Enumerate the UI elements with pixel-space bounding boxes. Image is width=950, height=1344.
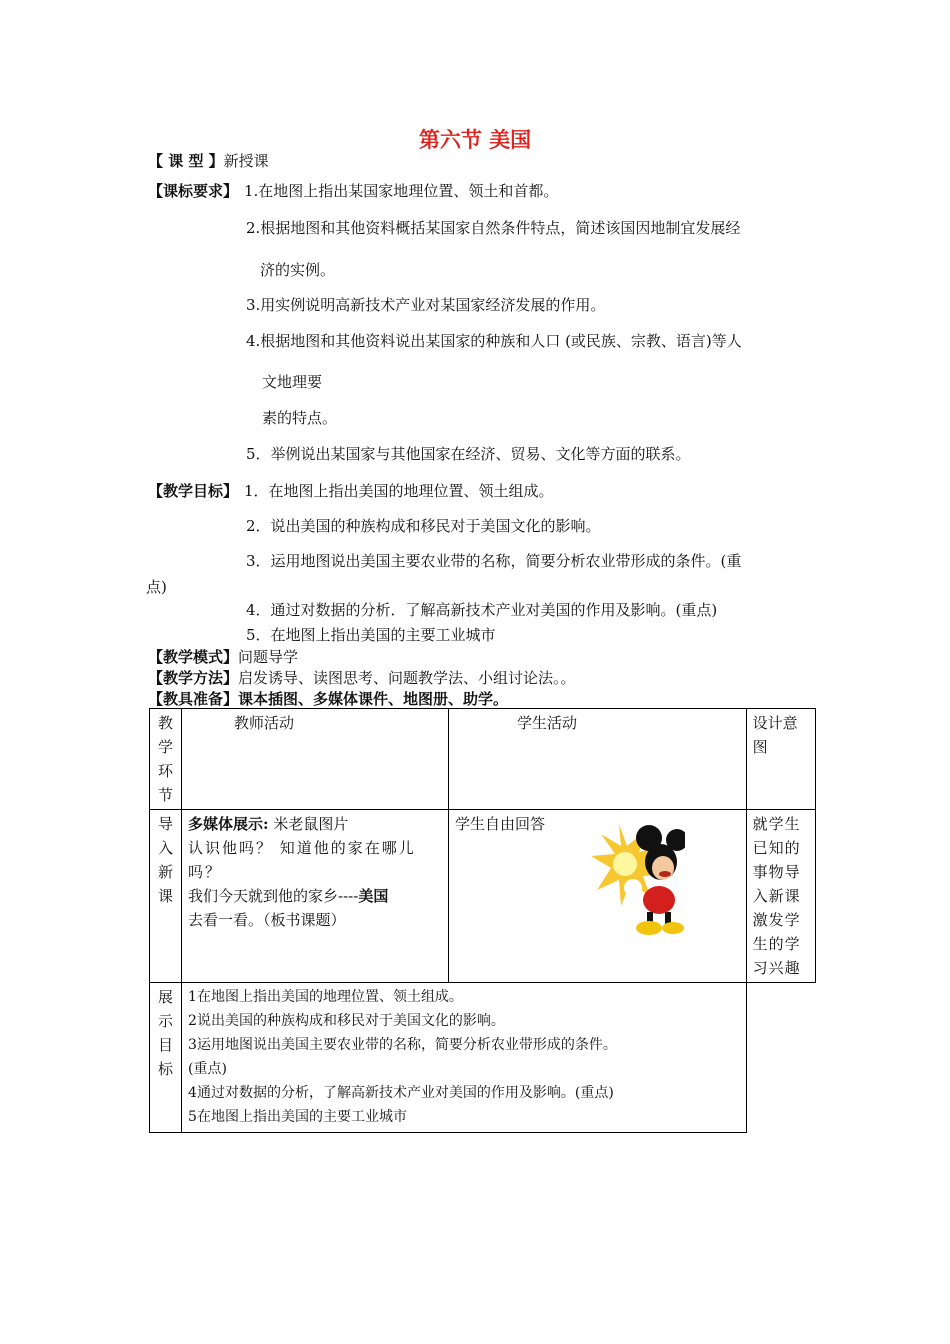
lesson-type-label: 【 课 型 】 bbox=[148, 152, 224, 170]
header-stage: 教学环节 bbox=[150, 709, 182, 810]
objective-line-1: 1．在地图上指出美国的地理位置、领土组成。 bbox=[244, 482, 554, 500]
lesson-type-row bbox=[148, 150, 269, 171]
objective-line-2: 2．说出美国的种族构成和移民对于美国文化的影响。 bbox=[246, 517, 601, 535]
multimedia-text: 米老鼠图片 bbox=[268, 815, 349, 833]
curriculum-line-4: 3.用实例说明高新技术产业对某国家经济发展的作用。 bbox=[246, 296, 606, 314]
header-student: 学生活动 bbox=[449, 709, 747, 810]
stage-intro: 导入新课 bbox=[150, 810, 182, 983]
lesson-plan-table bbox=[149, 708, 816, 1133]
materials-label: 【教具准备】 bbox=[148, 690, 239, 708]
curriculum-line-2: 2.根据地图和其他资料概括某国家自然条件特点，简述该国因地制宜发展经 bbox=[246, 219, 741, 237]
teacher-line-3 bbox=[188, 884, 442, 908]
student-activity-intro bbox=[449, 810, 747, 983]
objective-item: 1在地图上指出美国的地理位置、领土组成。 bbox=[188, 989, 463, 1005]
materials-value: 课本插图、多媒体课件、地图册、助学。 bbox=[238, 690, 509, 708]
mode-row bbox=[148, 646, 298, 667]
teacher-line-1 bbox=[188, 812, 442, 836]
objective-line-4: 4．通过对数据的分析．了解高新技术产业对美国的作用及影响。(重点) bbox=[246, 601, 718, 619]
lesson-type-value: 新授课 bbox=[223, 152, 269, 170]
curriculum-line-7: 素的特点。 bbox=[262, 409, 338, 427]
header-intent: 设计意图 bbox=[746, 709, 815, 810]
stage-objectives: 展示目标 bbox=[150, 983, 182, 1133]
objective-item: 2说出美国的种族构成和移民对于美国文化的影响。 bbox=[188, 1013, 505, 1029]
objective-line-3: 3．运用地图说出美国主要农业带的名称，简要分析农业带形成的条件。(重 bbox=[246, 552, 742, 570]
objective-item: 4通过对数据的分析，了解高新技术产业对美国的作用及影响。(重点) bbox=[188, 1085, 614, 1101]
mode-value: 问题导学 bbox=[238, 648, 299, 666]
table-row bbox=[150, 983, 816, 1133]
table-header-row bbox=[150, 709, 816, 810]
objective-item: (重点) bbox=[188, 1061, 227, 1077]
multimedia-label: 多媒体展示: bbox=[188, 815, 269, 833]
intent-intro: 就学生已知的事物导入新课激发学生的学习兴趣 bbox=[746, 810, 815, 983]
mickey-mouse-illustration bbox=[589, 816, 685, 940]
objectives-cell bbox=[182, 983, 747, 1133]
teacher-line-2: 认识他吗？ 知道他的家在哪儿吗？ bbox=[188, 839, 416, 881]
curriculum-line-6: 文地理要 bbox=[262, 373, 323, 391]
materials-row bbox=[148, 688, 508, 709]
student-answer: 学生自由回答 bbox=[455, 815, 546, 833]
method-row bbox=[148, 667, 576, 688]
curriculum-line-3: 济的实例。 bbox=[260, 261, 336, 279]
objective-item: 5在地图上指出美国的主要工业城市 bbox=[188, 1109, 407, 1125]
teacher-line-3-text: 我们今天就到他的家乡---- bbox=[188, 887, 359, 905]
curriculum-line-5: 4.根据地图和其他资料说出某国家的种族和人口 (或民族、宗教、语言)等人 bbox=[246, 332, 742, 350]
objective-line-5: 5．在地图上指出美国的主要工业城市 bbox=[246, 626, 496, 644]
curriculum-line-8: 5．举例说出某国家与其他国家在经济、贸易、文化等方面的联系。 bbox=[246, 445, 691, 463]
table-row bbox=[150, 810, 816, 983]
mode-label: 【教学模式】 bbox=[148, 648, 239, 666]
curriculum-label: 【课标要求】 bbox=[148, 182, 239, 200]
objectives-label: 【教学目标】 bbox=[148, 482, 239, 500]
objective-item: 3运用地图说出美国主要农业带的名称，简要分析农业带形成的条件。 bbox=[188, 1037, 617, 1053]
objective-line-3-cont: 点) bbox=[146, 578, 167, 596]
teacher-line-3-bold: 美国 bbox=[358, 887, 389, 905]
method-label: 【教学方法】 bbox=[148, 669, 239, 687]
intent-empty bbox=[746, 983, 815, 1133]
curriculum-line-1: 1.在地图上指出某国家地理位置、领土和首都。 bbox=[244, 182, 559, 200]
teacher-line-4: 去看一看。（板书课题） bbox=[188, 911, 346, 929]
header-teacher: 教师活动 bbox=[182, 709, 449, 810]
teacher-activity-intro bbox=[182, 810, 449, 983]
page-title: 第六节 美国 bbox=[418, 128, 532, 152]
method-value: 启发诱导、读图思考、问题教学法、小组讨论法。。 bbox=[238, 669, 576, 687]
